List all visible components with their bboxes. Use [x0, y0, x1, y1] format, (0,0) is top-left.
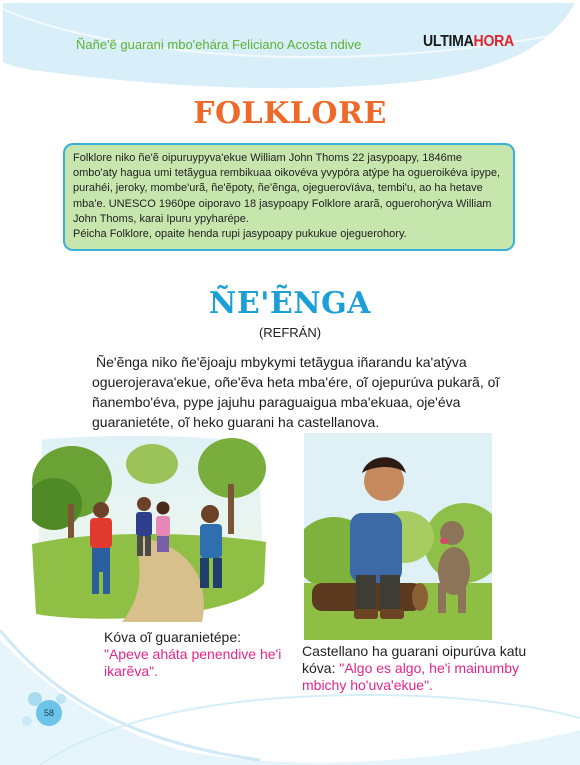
caption-mixed: [302, 643, 542, 694]
header-title: Ñañe'ẽ guarani mbo'ehára Feliciano Acosta ndive: [76, 37, 362, 52]
caption-guarani: [104, 629, 284, 680]
caption-guarani-text: Kóva oĩ guaranietépe:: [104, 629, 241, 645]
children-playing-illustration: [32, 434, 266, 624]
brand-part1: ULTIMA: [423, 33, 474, 50]
caption-mixed-quote: "Algo es algo, he'i mainumby mbichy ho'uva'ekue".: [302, 660, 519, 693]
neenga-paragraph: Ñe'ẽnga niko ñe'ẽjoaju mbykymi tetãygua iñarandu ka'atýva oguerojerava'ekue, oñe'ẽva heta mba'ére, oĩ ojepurúva pukarã, oĩ ñanembo'éva, pype jajuhu paraguaigua mba'ekuaa, oje'éva guaranietéte, oĩ heko guarani ha castellanova.: [92, 354, 500, 430]
bubble-decoration: [22, 716, 32, 726]
man-with-dog-illustration: [304, 433, 492, 640]
folklore-paragraph-1: Folklore niko ñe'ẽ oipuruypyva'ekue William John Thoms 22 jasypoapy, 1846me ombo'aty hagua umi tetãygua rembikuaa oikovéva yvypóra atýpe ha ogueroikéva ipype, purahéi, jeroky, mombe'urã, ñe'ẽpoty, ñe'ẽnga, ojeguerovïáva, tembi'u, ao ha hetave mba'e. UNESCO 1960pe oiporavo 18 jasypoapy Folklore ararã, oguerohorýva William John Thoms, karai Ipuru ypyharépe.: [73, 152, 501, 225]
neenga-title: ÑE'ẼNGA: [208, 286, 372, 321]
folklore-title: FOLKLORE: [193, 96, 387, 131]
brand-logo: [423, 33, 514, 51]
caption-mixed-text: Castellano ha guarani oipurúva katu kóva:: [302, 643, 527, 676]
page-number: 58: [36, 700, 62, 726]
folklore-paragraph-2: Péicha Folklore, opaite henda rupi jasypoapy pukukue ojeguerohory.: [73, 228, 407, 241]
neenga-subtitle: (REFRÁN): [258, 325, 322, 340]
caption-guarani-quote: "Apeve aháta penendive he'i ikarẽva".: [104, 646, 282, 679]
folklore-textbox: [63, 143, 515, 251]
brand-part2: HORA: [473, 33, 514, 50]
